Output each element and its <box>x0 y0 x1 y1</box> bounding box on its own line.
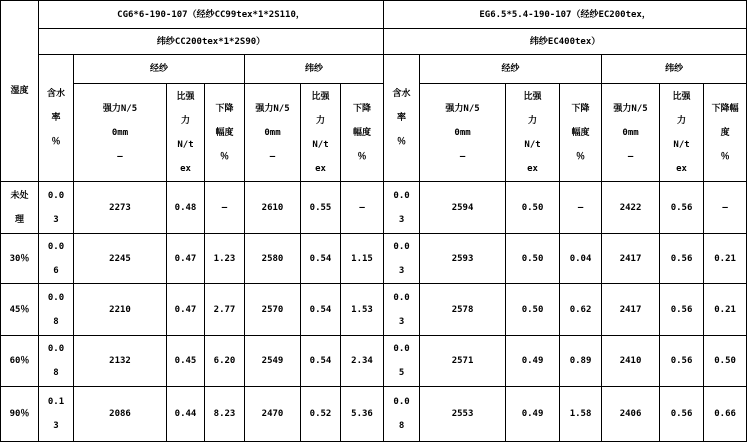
decline-label-line: ％ <box>357 151 367 162</box>
decline-label-line: 下降幅 <box>711 103 739 114</box>
moisture-header-1 <box>39 55 74 182</box>
warp-decline-cell: 6.20 <box>205 336 245 387</box>
warp-strength-cell: 2553 <box>420 387 506 442</box>
moisture-cell <box>384 336 420 387</box>
strength-header <box>602 84 660 182</box>
condition-cell: 60％ <box>1 336 39 387</box>
warp-specific-cell: 0.49 <box>506 336 560 387</box>
moisture-line: 0.1 <box>47 397 65 407</box>
moisture-line: 5 <box>398 368 405 378</box>
warp-strength-cell: 2132 <box>74 336 167 387</box>
moisture-line: 8 <box>398 421 405 431</box>
warp-header-2: 经纱 <box>420 55 602 84</box>
weft-header-2: 纬纱 <box>602 55 747 84</box>
specific-strength-header <box>506 84 560 182</box>
decline-label-line: ％ <box>576 151 586 162</box>
specific-strength-label-line: 比强 <box>523 91 542 102</box>
warp-decline-cell: 2.77 <box>205 284 245 336</box>
moisture-cell <box>39 387 74 442</box>
warp-specific-cell: 0.50 <box>506 284 560 336</box>
strength-header <box>420 84 506 182</box>
strength-label-line: 0mm <box>454 127 471 138</box>
weft-strength-cell: 2417 <box>602 234 660 284</box>
moisture-line: 3 <box>398 316 405 327</box>
strength-label-line: ― <box>459 151 466 162</box>
weft-strength-cell: 2422 <box>602 182 660 234</box>
decline-label-line: 幅度 <box>571 127 590 138</box>
weft-specific-cell: 0.56 <box>660 234 704 284</box>
moisture-line: 3 <box>398 265 405 276</box>
warp-decline-cell: 1.23 <box>205 234 245 284</box>
decline-label-line: 度 <box>720 127 730 138</box>
moisture-line: 0.0 <box>47 190 65 201</box>
decline-label-line: 下降 <box>215 103 234 114</box>
decline-header <box>560 84 602 182</box>
decline-label-line: 下降 <box>353 103 372 114</box>
warp-strength-cell: 2593 <box>420 234 506 284</box>
warp-specific-cell: 0.48 <box>167 182 205 234</box>
warp-specific-cell: 0.47 <box>167 284 205 336</box>
product2-title-line2: 纬纱EC400tex） <box>384 29 747 55</box>
weft-decline-cell: 1.53 <box>341 284 384 336</box>
table-row <box>1 387 747 442</box>
specific-strength-label-line: ex <box>527 163 538 174</box>
specific-strength-label-line: 比强 <box>672 91 691 102</box>
warp-specific-cell: 0.50 <box>506 182 560 234</box>
strength-label-line: ― <box>627 151 634 162</box>
moisture-line: 3 <box>53 214 59 225</box>
moisture-line: 3 <box>53 421 59 431</box>
moisture-line: 8 <box>53 316 59 327</box>
weft-specific-cell: 0.56 <box>660 182 704 234</box>
warp-strength-cell: 2273 <box>74 182 167 234</box>
weft-strength-cell: 2570 <box>245 284 301 336</box>
weft-strength-cell: 2610 <box>245 182 301 234</box>
weft-specific-cell: 0.55 <box>301 182 341 234</box>
weft-specific-cell: 0.56 <box>660 284 704 336</box>
moisture-line: 0.0 <box>47 292 65 303</box>
weft-decline-cell: 5.36 <box>341 387 384 442</box>
warp-specific-cell: 0.45 <box>167 336 205 387</box>
decline-label-line: 幅度 <box>353 127 372 138</box>
specific-strength-label-line: N/t <box>673 139 690 150</box>
weft-decline-cell: 2.34 <box>341 336 384 387</box>
moisture-line: 0.0 <box>393 241 410 252</box>
strength-label-line: 0mm <box>264 127 281 138</box>
warp-decline-cell: — <box>205 182 245 234</box>
strength-label-line: 0mm <box>111 127 129 138</box>
moisture-cell <box>39 182 74 234</box>
table-row <box>1 284 747 336</box>
specific-strength-label-line: 力 <box>180 115 190 126</box>
moisture-cell <box>39 336 74 387</box>
strength-label-line: 强力N/5 <box>102 103 138 114</box>
moisture-line: 6 <box>53 265 59 276</box>
specific-strength-label-line: 比强 <box>176 91 195 102</box>
weft-decline-cell: — <box>341 182 384 234</box>
moisture-label-line: 率 <box>51 113 61 123</box>
moisture-line: 0.0 <box>393 292 410 303</box>
weft-strength-cell: 2417 <box>602 284 660 336</box>
moisture-line: 8 <box>53 368 59 378</box>
moisture-cell <box>384 182 420 234</box>
specific-strength-label-line: ex <box>180 163 191 174</box>
weft-specific-cell: 0.54 <box>301 284 341 336</box>
specific-strength-label-line: ex <box>315 163 326 174</box>
moisture-cell <box>384 387 420 442</box>
warp-header-1: 经纱 <box>74 55 245 84</box>
specific-strength-label-line: ex <box>676 163 687 174</box>
warp-strength-cell: 2578 <box>420 284 506 336</box>
specific-strength-label-line: N/t <box>524 139 541 150</box>
moisture-label-line: 含水 <box>392 89 411 99</box>
warp-strength-cell: 2086 <box>74 387 167 442</box>
warp-strength-cell: 2245 <box>74 234 167 284</box>
weft-specific-cell: 0.54 <box>301 336 341 387</box>
decline-label-line: ％ <box>219 151 229 162</box>
condition-cell: 30％ <box>1 234 39 284</box>
moisture-cell <box>384 234 420 284</box>
specific-strength-label-line: 比强 <box>311 91 330 102</box>
warp-specific-cell: 0.49 <box>506 387 560 442</box>
moisture-label-line: 率 <box>397 113 407 123</box>
product2-title-line1: EG6.5*5.4-190-107（经纱EC200tex， <box>384 1 747 29</box>
condition-cell: 45％ <box>1 284 39 336</box>
weft-strength-cell: 2470 <box>245 387 301 442</box>
moisture-header-2 <box>384 55 420 182</box>
weft-strength-cell: 2549 <box>245 336 301 387</box>
warp-strength-cell: 2594 <box>420 182 506 234</box>
warp-strength-cell: 2571 <box>420 336 506 387</box>
warp-decline-cell: 0.89 <box>560 336 602 387</box>
warp-decline-cell: 0.04 <box>560 234 602 284</box>
table-row <box>1 336 747 387</box>
moisture-cell <box>39 234 74 284</box>
condition-cell: 90％ <box>1 387 39 442</box>
product1-title-line1: CG6*6-190-107（经纱CC99tex*1*2S110， <box>39 1 384 29</box>
moisture-line: 0.0 <box>47 344 65 354</box>
weft-header-1: 纬纱 <box>245 55 384 84</box>
weft-decline-cell: — <box>704 182 747 234</box>
decline-header <box>341 84 384 182</box>
decline-label-line: ％ <box>720 151 730 162</box>
strength-label-line: ― <box>117 151 123 162</box>
specific-strength-label-line: 力 <box>528 115 538 126</box>
strength-label-line: ― <box>269 151 276 162</box>
strength-label-line: 强力N/5 <box>445 103 480 114</box>
warp-decline-cell: — <box>560 182 602 234</box>
strength-header <box>245 84 301 182</box>
strength-label-line: 强力N/5 <box>613 103 648 114</box>
table-row <box>1 182 747 234</box>
weft-decline-cell: 0.21 <box>704 284 747 336</box>
warp-decline-cell: 0.62 <box>560 284 602 336</box>
specific-strength-header <box>167 84 205 182</box>
condition-line: 理 <box>14 214 24 225</box>
specific-strength-label-line: 力 <box>677 115 687 126</box>
table-row <box>1 234 747 284</box>
weft-specific-cell: 0.54 <box>301 234 341 284</box>
condition-cell <box>1 182 39 234</box>
warp-specific-cell: 0.47 <box>167 234 205 284</box>
moisture-cell <box>39 284 74 336</box>
warp-decline-cell: 8.23 <box>205 387 245 442</box>
specific-strength-label-line: N/t <box>312 139 329 150</box>
weft-decline-cell: 0.21 <box>704 234 747 284</box>
weft-specific-cell: 0.56 <box>660 336 704 387</box>
weft-strength-cell: 2410 <box>602 336 660 387</box>
specific-strength-label-line: N/t <box>177 139 194 150</box>
strength-header <box>74 84 167 182</box>
weft-specific-cell: 0.52 <box>301 387 341 442</box>
decline-header <box>704 84 747 182</box>
moisture-line: 0.0 <box>47 241 65 252</box>
moisture-label-line: ％ <box>51 137 61 147</box>
product1-title-line2: 纬纱CC200tex*1*2S90） <box>39 29 384 55</box>
decline-label-line: 下降 <box>571 103 590 114</box>
moisture-line: 0.0 <box>393 344 410 354</box>
strength-label-line: 0mm <box>622 127 639 138</box>
moisture-line: 0.0 <box>393 397 410 407</box>
moisture-line: 3 <box>398 214 405 225</box>
moisture-label-line: ％ <box>397 137 407 147</box>
weft-strength-cell: 2580 <box>245 234 301 284</box>
warp-decline-cell: 1.58 <box>560 387 602 442</box>
weft-decline-cell: 0.50 <box>704 336 747 387</box>
specific-strength-header <box>301 84 341 182</box>
humidity-header: 湿度 <box>1 1 39 182</box>
moisture-label-line: 含水 <box>46 89 65 99</box>
specific-strength-label-line: 力 <box>315 115 325 126</box>
moisture-cell <box>384 284 420 336</box>
decline-header <box>205 84 245 182</box>
warp-specific-cell: 0.44 <box>167 387 205 442</box>
weft-strength-cell: 2406 <box>602 387 660 442</box>
moisture-line: 0.0 <box>393 190 410 201</box>
decline-label-line: 幅度 <box>215 127 234 138</box>
weft-decline-cell: 1.15 <box>341 234 384 284</box>
weft-specific-cell: 0.56 <box>660 387 704 442</box>
specific-strength-header <box>660 84 704 182</box>
warp-strength-cell: 2210 <box>74 284 167 336</box>
strength-label-line: 强力N/5 <box>255 103 290 114</box>
weft-decline-cell: 0.66 <box>704 387 747 442</box>
condition-line: 未处 <box>10 190 29 201</box>
warp-specific-cell: 0.50 <box>506 234 560 284</box>
